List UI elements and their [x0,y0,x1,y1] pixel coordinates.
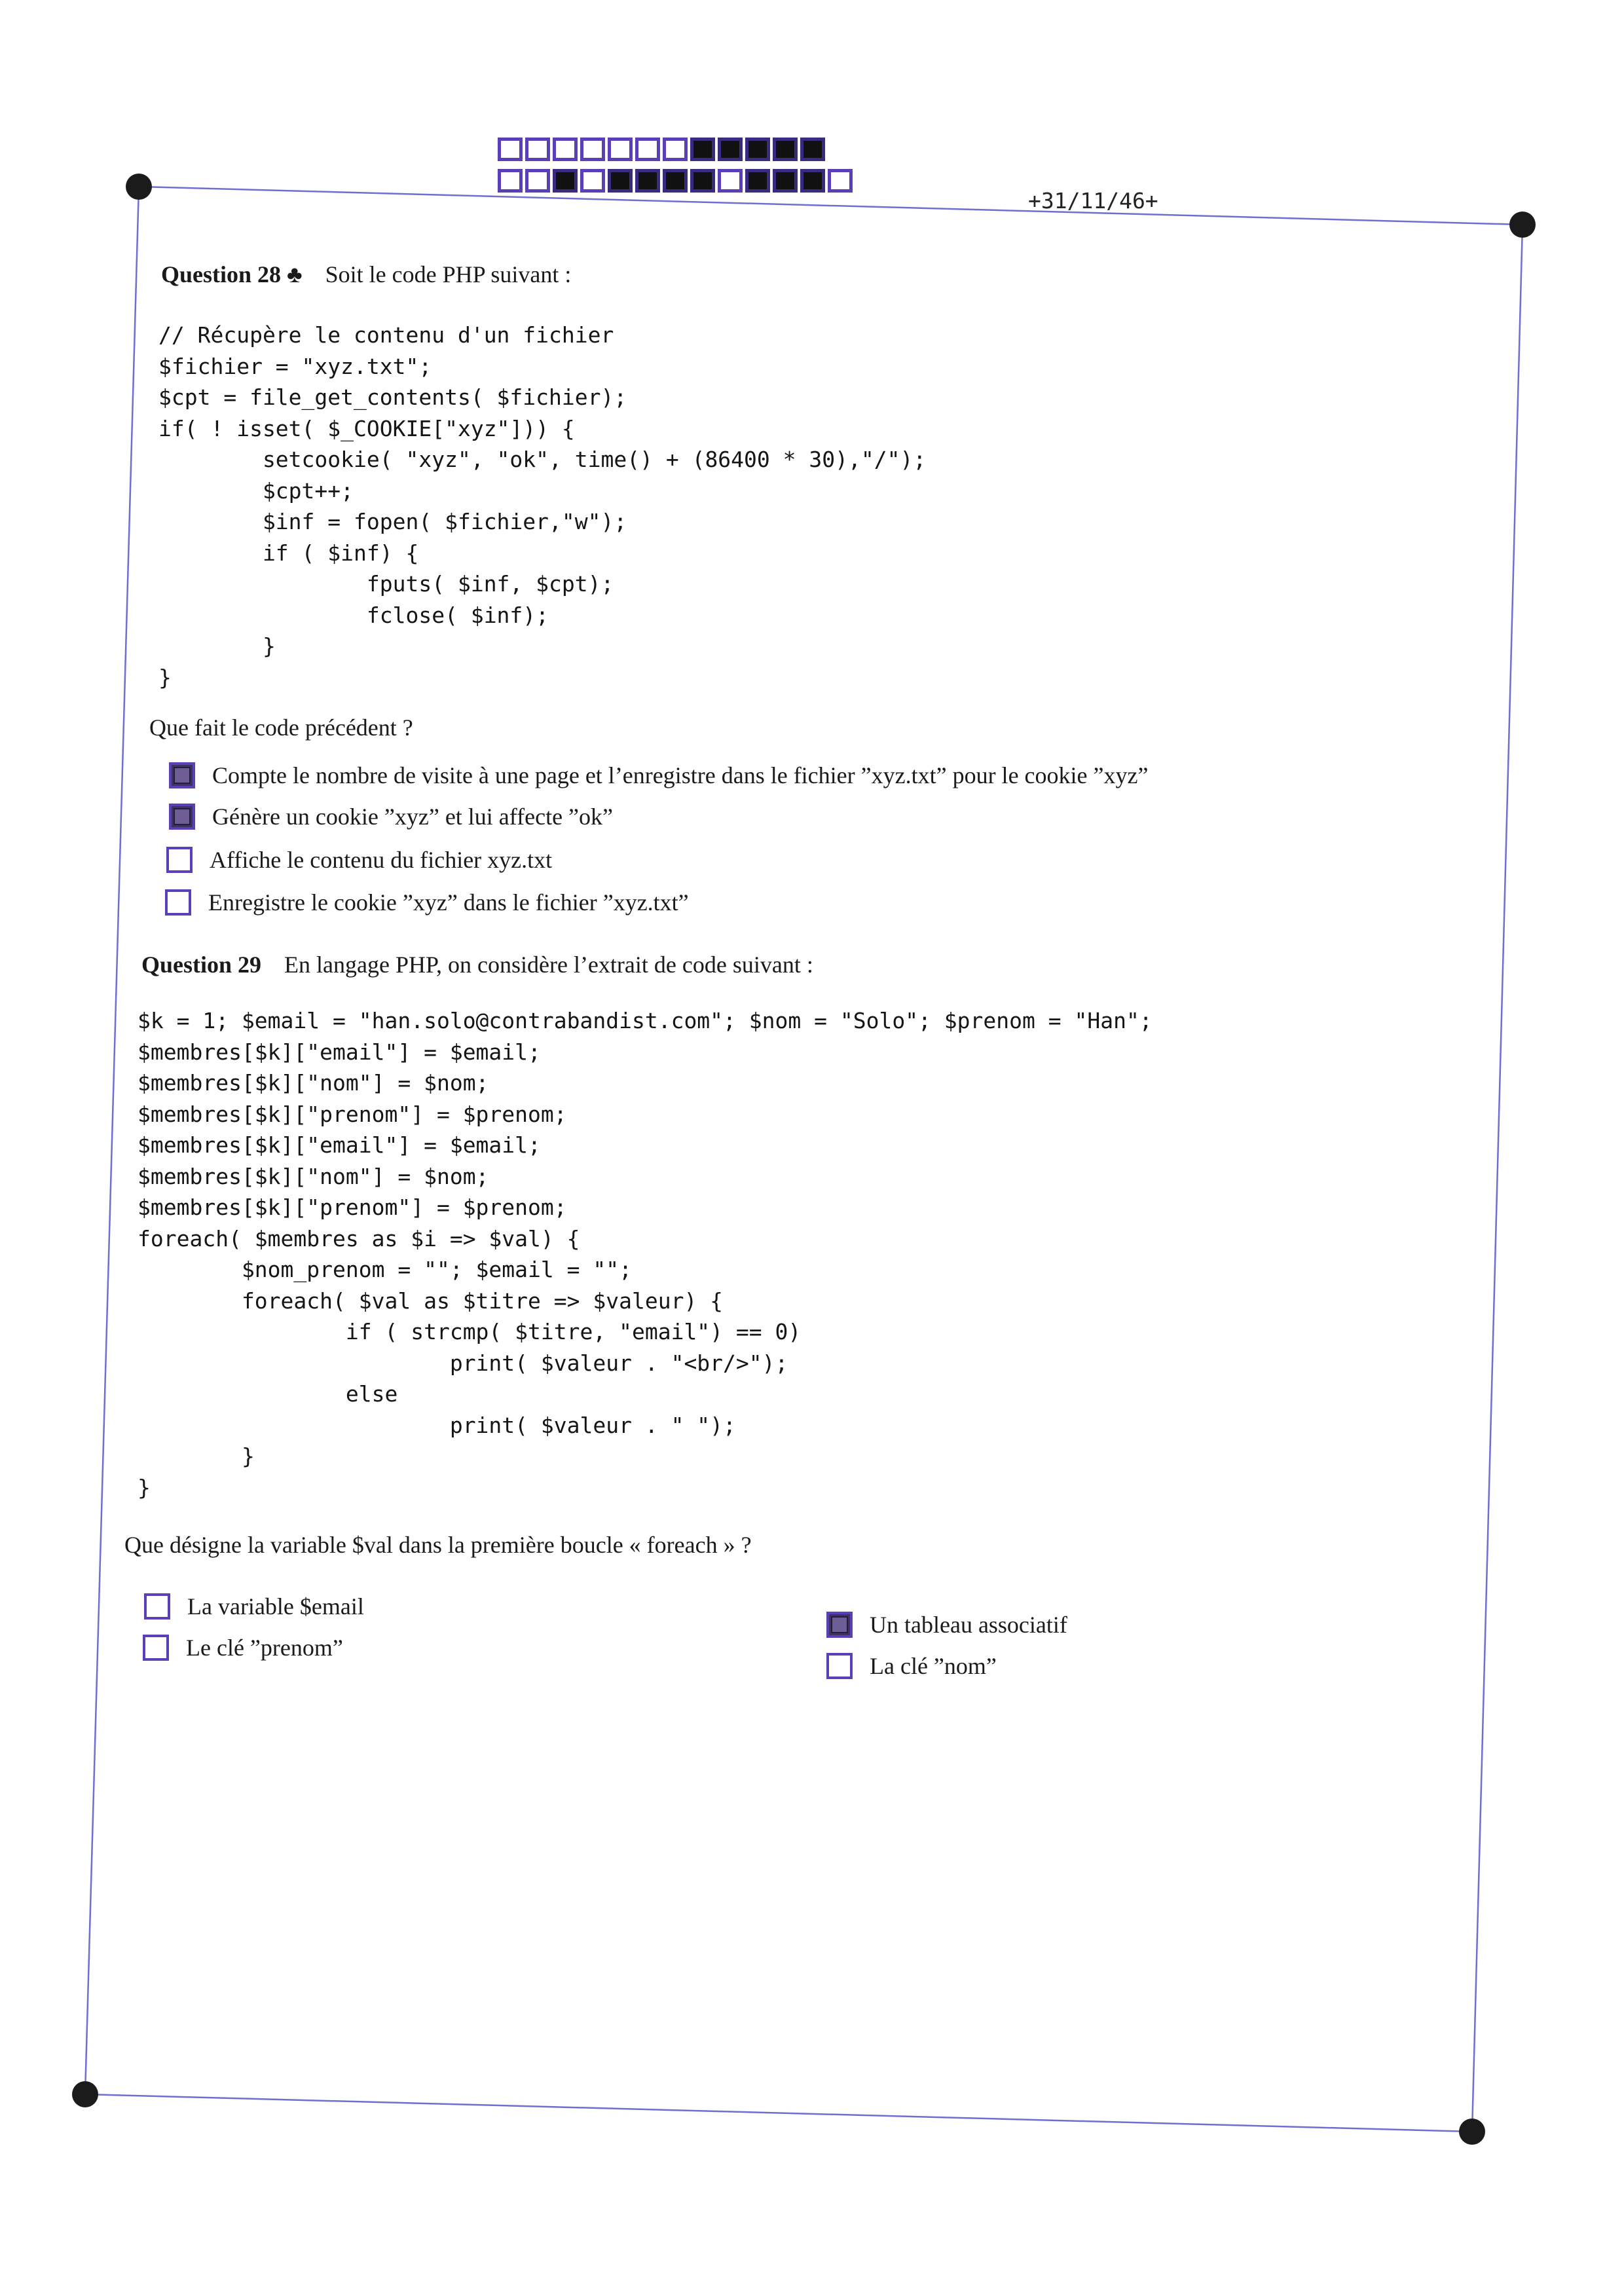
question-prompt: Que désigne la variable $val dans la première boucle « foreach » ? [124,1532,752,1558]
barcode-cell [498,138,523,161]
code-line: foreach( $membres as $i => $val) { [138,1225,580,1251]
code-line: if( ! isset( $_COOKIE["xyz"])) { [158,415,575,441]
checkbox[interactable] [143,1635,169,1661]
barcode-cell [718,169,743,193]
barcode-cell [580,169,605,193]
code-line: $membres[$k]["nom"] = $nom; [138,1070,489,1096]
code-line: } [138,1443,255,1469]
barcode-cell [800,169,825,193]
barcode-cell [525,169,550,193]
answer-label: Un tableau associatif [870,1612,1067,1638]
code-line: } [158,664,172,690]
answer-option[interactable] [826,1652,997,1680]
barcode-cell [635,138,660,161]
answer-label: La clé ”nom” [870,1653,997,1679]
barcode-cell [608,138,633,161]
corner-marker-top-right [1509,212,1536,238]
code-line: $membres[$k]["email"] = $email; [138,1132,541,1158]
barcode-top-row [498,138,825,161]
code-line: if ( strcmp( $titre, "email") == 0) [138,1319,802,1344]
code-line: // Récupère le contenu d'un fichier [158,322,614,348]
barcode-bottom-row [498,169,853,193]
answer-option[interactable] [169,803,613,830]
question-intro: Soit le code PHP suivant : [325,261,572,287]
barcode-cell [553,138,578,161]
answer-option[interactable] [143,1634,343,1661]
code-line: setcookie( "xyz", "ok", time() + (86400 * 30),"/"); [158,447,927,472]
code-block-q28 [158,320,926,693]
question-prompt: Que fait le code précédent ? [149,714,413,741]
barcode-cell [553,169,578,193]
code-line: print( $valeur . " "); [138,1412,736,1438]
code-line: $fichier = "xyz.txt"; [158,353,432,379]
checked-checkbox[interactable] [169,804,195,830]
barcode-cell [773,138,798,161]
checked-checkbox[interactable] [826,1612,853,1638]
code-line: $nom_prenom = ""; $email = ""; [138,1257,632,1282]
code-line: else [138,1381,398,1407]
code-line: foreach( $val as $titre => $valeur) { [138,1287,724,1314]
answer-option[interactable] [166,846,552,874]
question-29-header [141,951,813,978]
corner-marker-top-left [126,174,152,200]
question-28-header [161,261,571,288]
answer-option[interactable] [165,889,689,916]
barcode-cell [498,169,523,193]
code-line: } [158,633,276,659]
checkbox[interactable] [166,847,193,873]
code-line: $membres[$k]["prenom"] = $prenom; [138,1101,567,1127]
code-line: $membres[$k]["email"] = $email; [138,1039,541,1065]
code-line: } [138,1474,151,1500]
barcode-cell [663,138,688,161]
answer-option[interactable] [169,762,1148,789]
checked-checkbox[interactable] [169,762,195,788]
answer-option[interactable] [826,1611,1067,1639]
barcode-cell [663,169,688,193]
checkbox[interactable] [144,1593,170,1620]
code-line: $k = 1; $email = "han.solo@contrabandist.com"; $nom = "Solo"; $prenom = "Han"; [138,1008,1153,1033]
barcode-cell [800,138,825,161]
answer-label: Le clé ”prenom” [186,1635,343,1661]
barcode-cell [525,138,550,161]
code-line: fputs( $inf, $cpt); [158,571,614,597]
checkbox[interactable] [165,889,191,916]
answer-option[interactable] [144,1593,364,1620]
barcode-cell [635,169,660,193]
code-line: $cpt++; [158,477,354,504]
code-line: fclose( $inf); [158,602,549,628]
barcode-cell [580,138,605,161]
answer-label: Génère un cookie ”xyz” et lui affecte ”ok” [212,804,613,830]
barcode-cell [773,169,798,193]
answer-label: Enregistre le cookie ”xyz” dans le fichier ”xyz.txt” [208,889,689,916]
question-intro: En langage PHP, on considère l’extrait de code suivant : [284,952,813,978]
barcode-cell [718,138,743,161]
answer-label: La variable $email [187,1593,364,1620]
code-line: $membres[$k]["prenom"] = $prenom; [138,1194,567,1220]
barcode-cell [690,138,715,161]
corner-marker-bottom-right [1459,2119,1485,2145]
barcode-cell [690,169,715,193]
barcode-cell [608,169,633,193]
code-block-q29 [138,1005,1153,1503]
code-line: if ( $inf) { [158,540,419,566]
sheet-id: +31/11/46+ [1028,188,1158,213]
code-line: $cpt = file_get_contents( $fichier); [158,384,627,410]
barcode-cell [745,169,770,193]
question-number: Question 28 ♣ [161,261,303,287]
code-line: $membres[$k]["nom"] = $nom; [138,1163,489,1189]
barcode-cell [745,138,770,161]
corner-marker-bottom-left [72,2081,98,2107]
answer-label: Compte le nombre de visite à une page et l’enregistre dans le fichier ”xyz.txt” pour le cookie ”xyz” [212,762,1149,788]
checkbox[interactable] [826,1653,853,1679]
answer-label: Affiche le contenu du fichier xyz.txt [210,847,553,873]
barcode-cell [828,169,853,193]
code-line: print( $valeur . "<br/>"); [138,1350,788,1376]
code-line: $inf = fopen( $fichier,"w"); [158,509,627,534]
question-number: Question 29 [141,952,262,978]
